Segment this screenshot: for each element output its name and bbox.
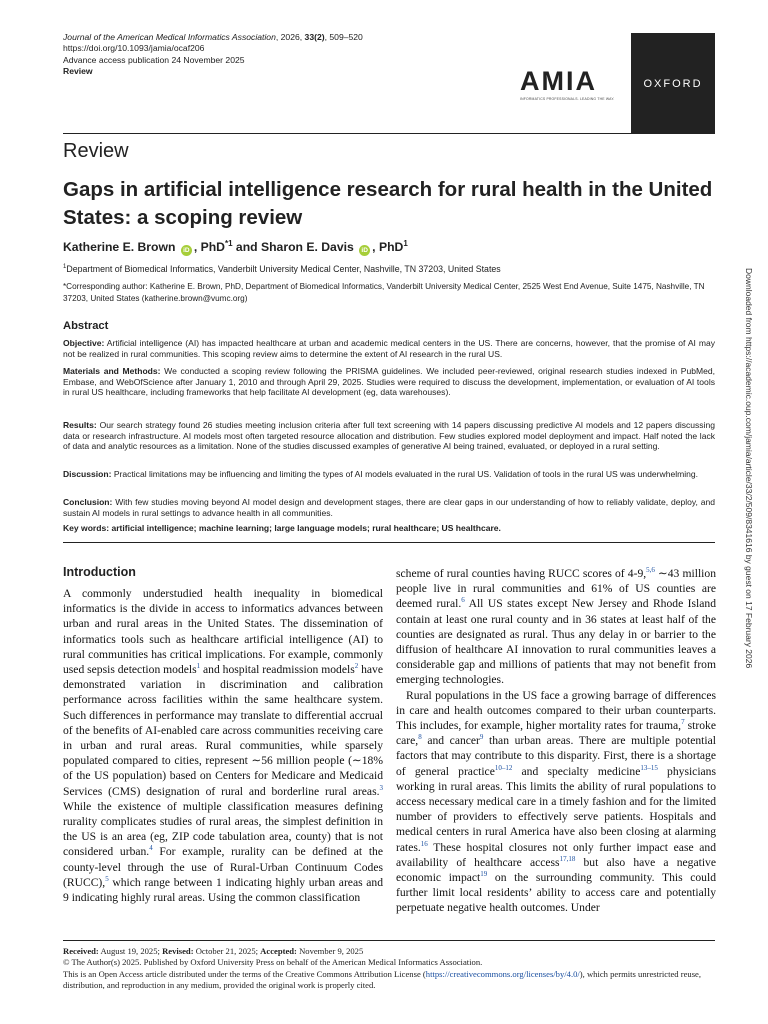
author-2-name[interactable]: Sharon E. Davis <box>260 240 354 255</box>
citation-ref[interactable]: 13–15 <box>640 763 658 772</box>
revised-label: Revised: <box>162 946 194 956</box>
intro-paragraph <box>396 688 716 916</box>
citation-ref[interactable]: 16 <box>420 839 428 848</box>
download-note <box>743 268 755 988</box>
license-text: ), which permits unrestricted reuse, distribution, and reproduction in any medium, provided the original work is properly cited. <box>63 968 702 991</box>
license-link[interactable]: https://creativecommons.org/licenses/by/4.0/ <box>425 968 580 979</box>
left-column <box>63 586 383 905</box>
text-run: on the surrounding community. This could further limit local residents’ ability to access care and potentially perpetuate negative health outcomes. Under <box>396 871 716 915</box>
volume-issue: 33(2) <box>304 32 325 42</box>
citation-year: , 2026, <box>275 32 305 42</box>
keywords-label: Key words: <box>63 523 110 533</box>
methods-label: Materials and Methods: <box>63 366 161 376</box>
affiliation-text: Department of Biomedical Informatics, Vanderbilt University Medical Center, Nashville, TN 37203, United States <box>66 264 501 274</box>
author-2-degree: , PhD <box>372 240 404 255</box>
article-type: Review <box>63 65 93 76</box>
text-run: For example, rurality can be defined at the county-level through the use of Rural-Urban Continuum Codes (RUCC), <box>63 845 383 889</box>
abstract-discussion <box>63 469 715 480</box>
revised-date: October 21, 2025; <box>193 946 261 956</box>
oxford-wordmark: OXFORD <box>643 77 703 90</box>
intro-paragraph <box>63 586 383 905</box>
text-run: which range between 1 indicating highly urban areas and 9 indicating highly rural areas. Using the common classification <box>63 875 383 905</box>
text-run: and cancer <box>421 734 480 748</box>
text-run: have demonstrated variation in discrimination and calibration performance across facilities within the same healthcare system. Such differences in performance may translate to differential accrual of the benefits of AI-enabled care across communities receiving care in urban and rural areas. Rural communities, while sparsely populated compared to cities, represent ∼56 million people (∼18% of the US population) based on Centers for Medicare and Medicaid Services (CMS) designation of rural and borderline rural areas. <box>63 663 384 798</box>
citation-ref[interactable]: 4 <box>149 844 153 853</box>
section-label: Review <box>63 140 129 162</box>
discussion-text: Practical limitations may be influencing and limiting the types of AI models evaluated in the rural US. Validation of tools in the rural US was underwhelming. <box>111 469 699 479</box>
citation-ref[interactable]: 1 <box>196 662 201 671</box>
license-text: This is an Open Access article distributed under the terms of the Creative Commons Attribution License ( <box>63 968 426 979</box>
amia-wordmark: AMIA <box>520 66 597 96</box>
author-2-marks: 1 <box>403 239 408 248</box>
copyright: © The Author(s) 2025. Published by Oxford University Press on behalf of the American Medical Informatics Association. <box>63 957 483 968</box>
journal-header <box>63 32 363 77</box>
conclusion-label: Conclusion: <box>63 497 113 507</box>
abstract-conclusion <box>63 497 715 518</box>
abstract-objective <box>63 338 715 359</box>
doi-link[interactable]: https://doi.org/10.1093/jamia/ocaf206 <box>63 43 205 54</box>
citation-ref[interactable]: 9 <box>479 733 484 742</box>
abstract-heading: Abstract <box>63 320 109 332</box>
license <box>63 969 715 992</box>
keywords-text: artificial intelligence; machine learning; large language models; rural healthcare; US healthcare. <box>109 523 501 533</box>
objective-text: Artificial intelligence (AI) has impacted healthcare at urban and academic medical centers in the US. There are concerns, however, that the promise of AI may not be realized in rural communities. This scoping review aims to determine the extent of AI research in the rural US. <box>63 338 715 359</box>
received-date: August 19, 2025; <box>98 946 163 956</box>
text-run: While the existence of multiple classification measures defining rurality complicates studies of rural areas, the simplest definition in the US is an area (eg, ZIP code tabulation area, county) that is not considered urban. <box>63 799 383 859</box>
author-list <box>63 239 408 256</box>
abstract-divider <box>63 542 715 543</box>
footer <box>63 946 715 992</box>
author-connector: and <box>232 240 261 255</box>
conclusion-text: With few studies moving beyond AI model design and development stages, there are clear gaps in our understanding of how to reliably validate, deploy, and sustain AI models in rural settings to advance health in all communities. <box>63 497 715 518</box>
text-run: These hospital closures not only further impact ease and availability of healthcare access <box>396 840 716 869</box>
text-run: All US states except New Jersey and Rhode Island contain at least one rural county and in 36 states at least half of the counties are designated as rural. Thus any delay in or barrier to the diffusion of healthcare AI innovation to rural communities leaves a considerable gap and millions of patients that may not benefit from emerging technologies. <box>396 597 716 687</box>
text-run: than urban areas. There are multiple potential factors that may contribute to this disparity. First, there is a shortage of general practice <box>396 734 716 778</box>
orcid-icon[interactable]: iD <box>359 245 370 256</box>
text-run: and hospital readmission models <box>200 663 355 677</box>
right-column <box>396 566 716 916</box>
received-label: Received: <box>63 946 99 956</box>
text-run: but also have a negative economic impact <box>396 855 716 885</box>
article-title: Gaps in artificial intelligence research for rural health in the United States: a scoping review <box>63 178 713 229</box>
citation-ref[interactable]: 5 <box>105 875 109 883</box>
advance-access: Advance access publication 24 November 2025 <box>63 54 245 65</box>
accepted-date: November 9, 2025 <box>296 946 364 956</box>
affiliation-mark: 1 <box>63 264 67 271</box>
methods-text: We conducted a scoping review following the PRISMA guidelines. We included peer-reviewed, original research studies indexed in PubMed, Embase, and WebOfScience after January 1, 2010 and through April 29, 2025. Studies were required to discuss the development, implementation, or evaluation of AI tools in rural US healthcare, including frameworks that help facilitate AI development (eg, data warehouses). <box>63 366 715 398</box>
article-dates <box>63 946 715 957</box>
text-run: scheme of rural counties having RUCC scores of 4-9, <box>396 567 647 580</box>
results-label: Results: <box>63 420 97 430</box>
amia-logo <box>520 68 620 104</box>
citation-ref[interactable]: 17,18 <box>559 855 576 863</box>
discussion-label: Discussion: <box>63 469 112 479</box>
intro-paragraph <box>396 566 716 688</box>
results-text: Our search strategy found 26 studies meeting inclusion criteria after full text screening with 14 papers discussing predictive AI models and 12 papers discussing data or research infrastructure. AI models most often targeted resource allocation and distribution. Few studies explored model deployment and impact. Half noted the lack of data and analytic resources as a limitation. None of the studies discussed examples of generative AI being trained, evaluated, or deployed in a rural setting. <box>63 420 715 452</box>
corresponding-author: *Corresponding author: Katherine E. Brown, PhD, Department of Biomedical Informatics, Vanderbilt University Medical Center, 2525 West End Avenue, Suite 1475, Nashville, TN 37203, United States (katherine.brown@vumc.org) <box>63 282 705 303</box>
abstract-methods <box>63 366 715 398</box>
citation-ref[interactable]: 6 <box>461 596 465 605</box>
text-run: and specialty medicine <box>512 764 641 778</box>
citation-ref[interactable]: 5,6 <box>646 566 655 575</box>
footer-divider <box>63 940 715 941</box>
author-1-marks: *1 <box>224 239 233 248</box>
journal-name: Journal of the American Medical Informatics Association <box>63 32 276 42</box>
oxford-logo <box>631 33 715 134</box>
header-divider <box>63 133 715 134</box>
author-1-degree: , PhD <box>193 240 225 255</box>
text-run: Rural populations in the US face a growing barrage of differences in care and health outcomes compared to their urban counterparts. This includes, for example, higher mortality rates for trauma, <box>396 688 716 733</box>
keywords <box>63 523 715 534</box>
citation-ref[interactable]: 3 <box>379 783 383 792</box>
text-run: ∼43 million people live in rural communities and 61% of US counties are deemed rural. <box>396 567 716 611</box>
citation-pages: , 509–520 <box>324 32 363 42</box>
citation-ref[interactable]: 8 <box>418 733 422 742</box>
download-note-text: Downloaded from https://academic.oup.com/jamia/article/33/2/509/8341616 by guest on 17 February 2026 <box>744 268 754 669</box>
text-run: physicians working in rural areas. This limits the ability of rural populations to access necessary medical care in a timely fashion and for the limited number of providers to effectively serve patients. Hospitals and medical centers in rural America have also been closing at alarming rates. <box>396 764 716 854</box>
author-1-name[interactable]: Katherine E. Brown <box>63 240 176 255</box>
orcid-icon[interactable]: iD <box>181 245 192 256</box>
text-run: A commonly understudied health inequality in biomedical informatics is the divide in access to informatics advances between urban and rural areas in the United States. The dissemination of informatics tools such as healthcare artificial intelligence (AI) to rural communities has critical implications. For example, commonly used sepsis detection models <box>63 587 383 677</box>
accepted-label: Accepted: <box>260 946 297 956</box>
affiliation <box>63 264 501 274</box>
citation-ref[interactable]: 2 <box>354 662 359 671</box>
amia-tagline: INFORMATICS PROFESSIONALS. LEADING THE WAY. <box>520 97 615 101</box>
citation-ref[interactable]: 10–12 <box>494 763 513 772</box>
citation-ref[interactable]: 7 <box>681 718 685 727</box>
journal-citation <box>63 32 363 43</box>
objective-label: Objective: <box>63 338 105 348</box>
text-run: stroke care, <box>396 719 716 748</box>
introduction-heading: Introduction <box>63 565 136 579</box>
citation-ref[interactable]: 19 <box>480 870 488 879</box>
abstract-results <box>63 420 715 452</box>
